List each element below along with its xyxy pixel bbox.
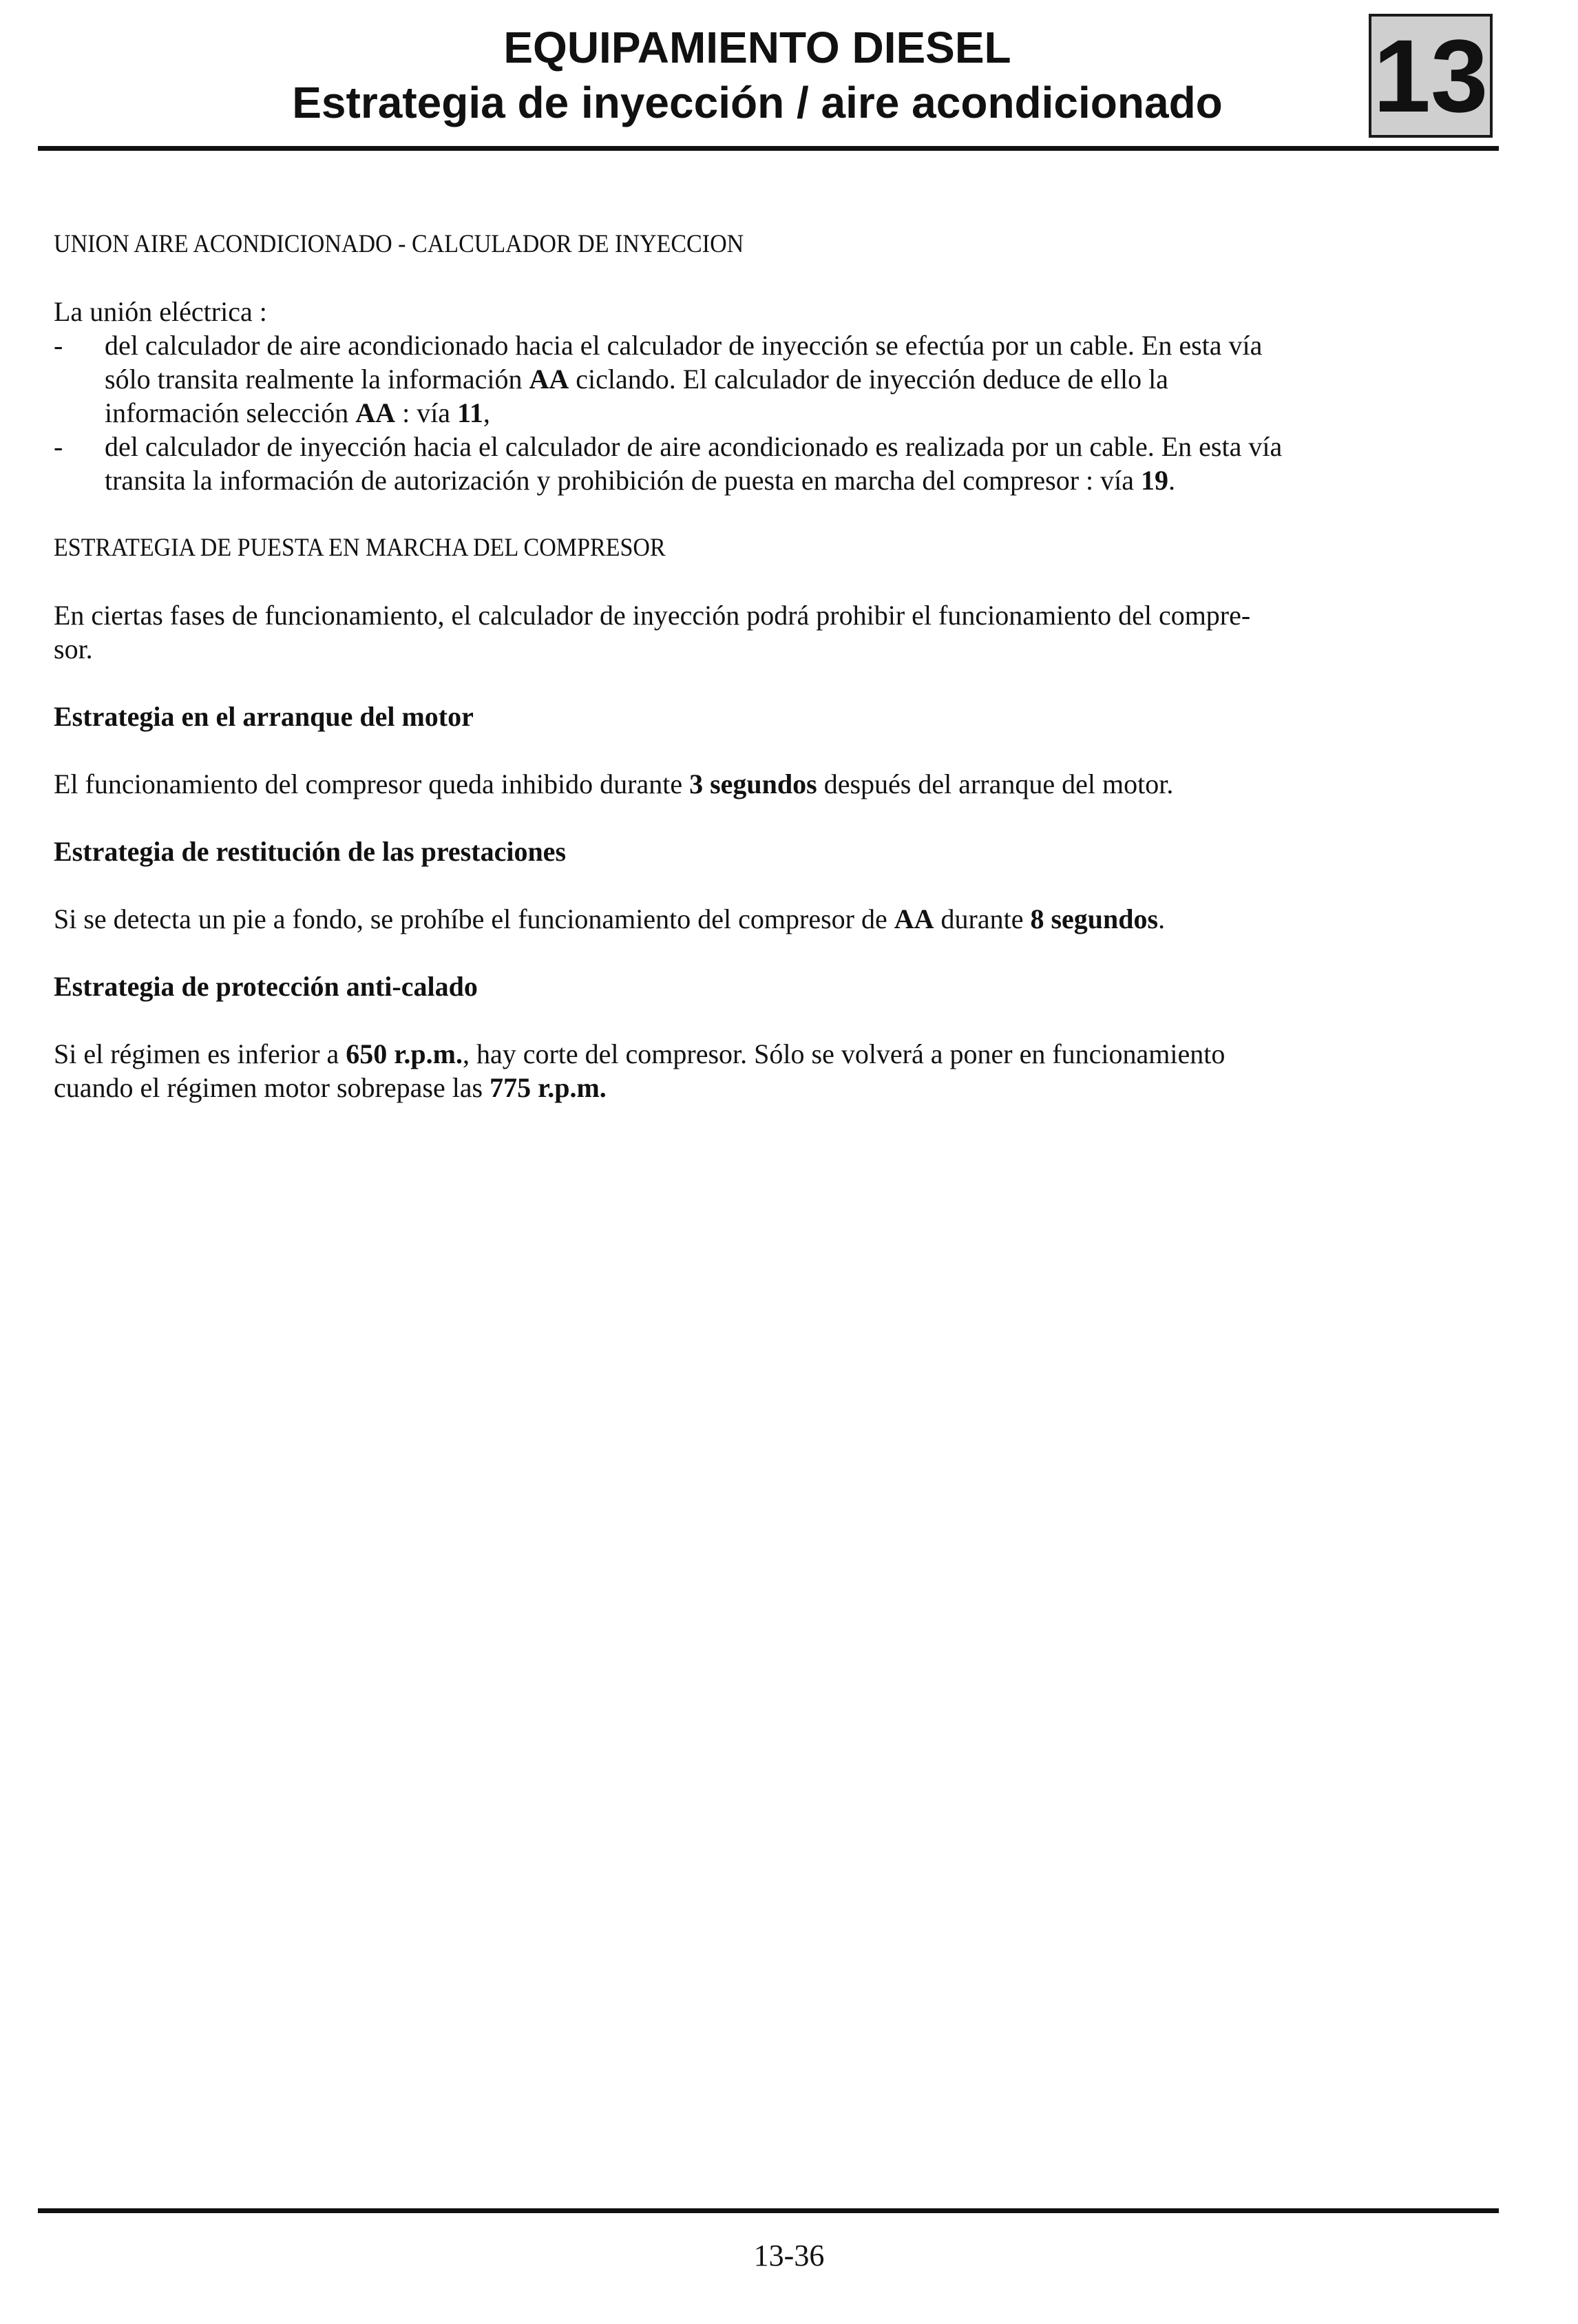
- list-item: - del calculador de inyección hacia el calculador de aire acondicionado es realizada por un cable. En esta vía transita la información de autorización y prohibición de puesta en marcha del compresor : vía 19.: [54, 430, 1465, 497]
- anti-stall-text-line2: cuando el régimen motor sobrepase las 775 r.p.m.: [54, 1072, 607, 1103]
- start-strategy-text: El funcionamiento del compresor queda inhibido durante 3 segundos después del arranque del motor.: [54, 768, 1174, 799]
- compressor-intro-line1: En ciertas fases de funcionamiento, el calculador de inyección podrá prohibir el funcionamiento del compre-: [54, 600, 1251, 631]
- list-item: - del calculador de aire acondicionado hacia el calculador de inyección se efectúa por un cable. En esta vía sólo transita realmente la información AA ciclando. El calculador de inyección deduce de ello la información selección AA : vía 11,: [54, 328, 1465, 430]
- union-intro: La unión eléctrica :: [54, 296, 267, 327]
- footer-divider: [38, 2208, 1499, 2213]
- section-title-union: UNION AIRE ACONDICIONADO - CALCULADOR DE INYECCION: [54, 230, 744, 258]
- anti-stall-text-line1: Si el régimen es inferior a 650 r.p.m., hay corte del compresor. Sólo se volverá a poner en funcionamiento: [54, 1038, 1225, 1069]
- document-body: [54, 227, 1465, 1105]
- chapter-number-box: 13: [1369, 14, 1493, 138]
- list-item-line: información selección AA : vía 11,: [105, 397, 490, 428]
- subheading-anti-stall-strategy: Estrategia de protección anti-calado: [54, 971, 478, 1002]
- compressor-intro-line2: sor.: [54, 634, 93, 664]
- header-title-line2: Estrategia de inyección / aire acondicionado: [292, 78, 1223, 127]
- list-item-line: transita la información de autorización y prohibición de puesta en marcha del compresor : vía 19.: [105, 465, 1175, 496]
- page-number: 13-36: [753, 2239, 825, 2272]
- list-item-line: del calculador de inyección hacia el calculador de aire acondicionado es realizada por un cable. En esta vía: [105, 431, 1283, 462]
- subheading-start-strategy: Estrategia en el arranque del motor: [54, 701, 474, 732]
- section-title-compressor: ESTRATEGIA DE PUESTA EN MARCHA DEL COMPRESOR: [54, 534, 666, 562]
- subheading-performance-strategy: Estrategia de restitución de las prestaciones: [54, 836, 567, 867]
- performance-strategy-text: Si se detecta un pie a fondo, se prohíbe el funcionamiento del compresor de AA durante 8 segundos.: [54, 903, 1166, 934]
- header-title-line1: EQUIPAMIENTO DIESEL: [503, 23, 1011, 72]
- list-item-line: del calculador de aire acondicionado hacia el calculador de inyección se efectúa por un cable. En esta vía: [105, 330, 1263, 361]
- page-header-title: [207, 21, 1308, 131]
- list-item-line: sólo transita realmente la información AA ciclando. El calculador de inyección deduce de ello la: [105, 364, 1168, 395]
- header-divider: [38, 146, 1499, 151]
